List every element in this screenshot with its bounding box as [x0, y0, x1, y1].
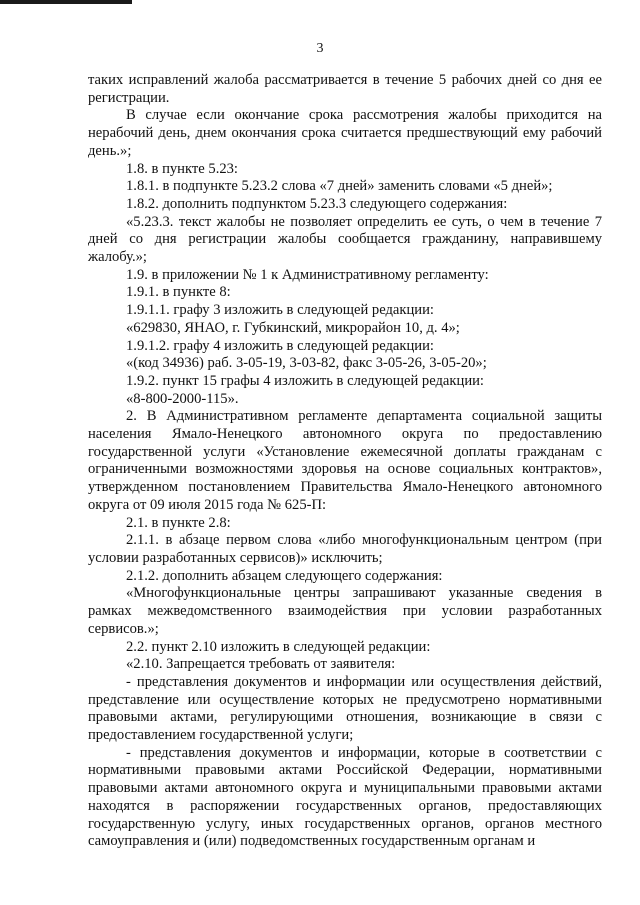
paragraph-2-1: 2.1. в пункте 2.8:	[126, 514, 231, 531]
paragraph-1-8-2: 1.8.2. дополнить подпунктом 5.23.3 следующего содержания:	[126, 195, 508, 212]
paragraph-nonworking-day: В случае если окончание срока рассмотрения жалобы приходится на нерабочий день, днем окончания срока считается предшествующий ему рабочий день.»;	[88, 107, 602, 159]
paragraph-5-23-3-quote: «5.23.3. текст жалобы не позволяет определить ее суть, о чем в течение 7 дней со дня регистрации жалобы сообщается гражданину, направившему жалобу.»;	[88, 213, 602, 266]
paragraph-2: 2. В Административном регламенте департамента социальной защиты населения Ямало-Ненецкого автономного округа по предоставлению государственной услуги «Установление ежемесячной доплаты гражданам с ограниченными возможностями здоровья на основе социальных контрактов», утвержденном постановлением Правительства Ямало-Ненецкого автономного округа от 09 июля 2015 года № 625-П:	[88, 408, 602, 513]
paragraph-mfc-quote: «Многофункциональные центры запрашивают указанные сведения в рамках межведомственного взаимодействия при условии разработанных сервисов.»;	[88, 585, 602, 637]
scan-edge-mark	[0, 0, 132, 4]
paragraph-1-9-1-2: 1.9.1.2. графу 4 изложить в следующей редакции:	[126, 337, 434, 354]
page-number: 3	[316, 41, 324, 56]
paragraph-1-9-1: 1.9.1. в пункте 8:	[126, 284, 231, 301]
paragraph-address-quote: «629830, ЯНАО, г. Губкинский, микрорайон 10, д. 4»;	[126, 319, 460, 336]
paragraph-list-item-1: - представления документов и информации или осуществления действий, представление или осуществление которых не предусмотрено нормативными правовыми актами, регулирующими отношения, возникающие в связи с предоставлением государственной услуги;	[88, 673, 602, 744]
paragraph-2-10-quote: «2.10. Запрещается требовать от заявителя:	[126, 656, 396, 673]
paragraph-2-1-2: 2.1.2. дополнить абзацем следующего содержания:	[126, 567, 443, 584]
paragraph-list-item-2: - представления документов и информации, которые в соответствии с нормативными правовыми актами Российской Федерации, нормативными правовыми актами автономного округа и муниципальными правовыми актами находятся в распоряжении государственных органов, предоставляющих государственную услугу, иных государственных органов, органов местного самоуправления и (или) подведомственных государственным органам и	[88, 744, 602, 850]
paragraph-phones-quote: «(код 34936) раб. 3-05-19, 3-03-82, факс 3-05-26, 3-05-20»;	[126, 355, 487, 372]
paragraph-1-9-2: 1.9.2. пункт 15 графы 4 изложить в следующей редакции:	[126, 372, 484, 389]
paragraph-1-9-1-1: 1.9.1.1. графу 3 изложить в следующей редакции:	[126, 302, 434, 319]
paragraph-hotline-quote: «8-800-2000-115».	[126, 390, 239, 407]
paragraph-2-2: 2.2. пункт 2.10 изложить в следующей редакции:	[126, 638, 431, 655]
paragraph-continuation: таких исправлений жалоба рассматривается в течение 5 рабочих дней со дня ее регистрации.	[88, 72, 602, 106]
paragraph-1-8-1: 1.8.1. в подпункте 5.23.2 слова «7 дней» заменить словами «5 дней»;	[126, 178, 553, 195]
paragraph-1-8: 1.8. в пункте 5.23:	[126, 160, 238, 177]
document-body	[88, 72, 602, 851]
paragraph-2-1-1: 2.1.1. в абзаце первом слова «либо многофункциональным центром (при условии разработанных сервисов)» исключить;	[88, 532, 602, 566]
paragraph-1-9: 1.9. в приложении № 1 к Административному регламенту:	[126, 266, 489, 283]
